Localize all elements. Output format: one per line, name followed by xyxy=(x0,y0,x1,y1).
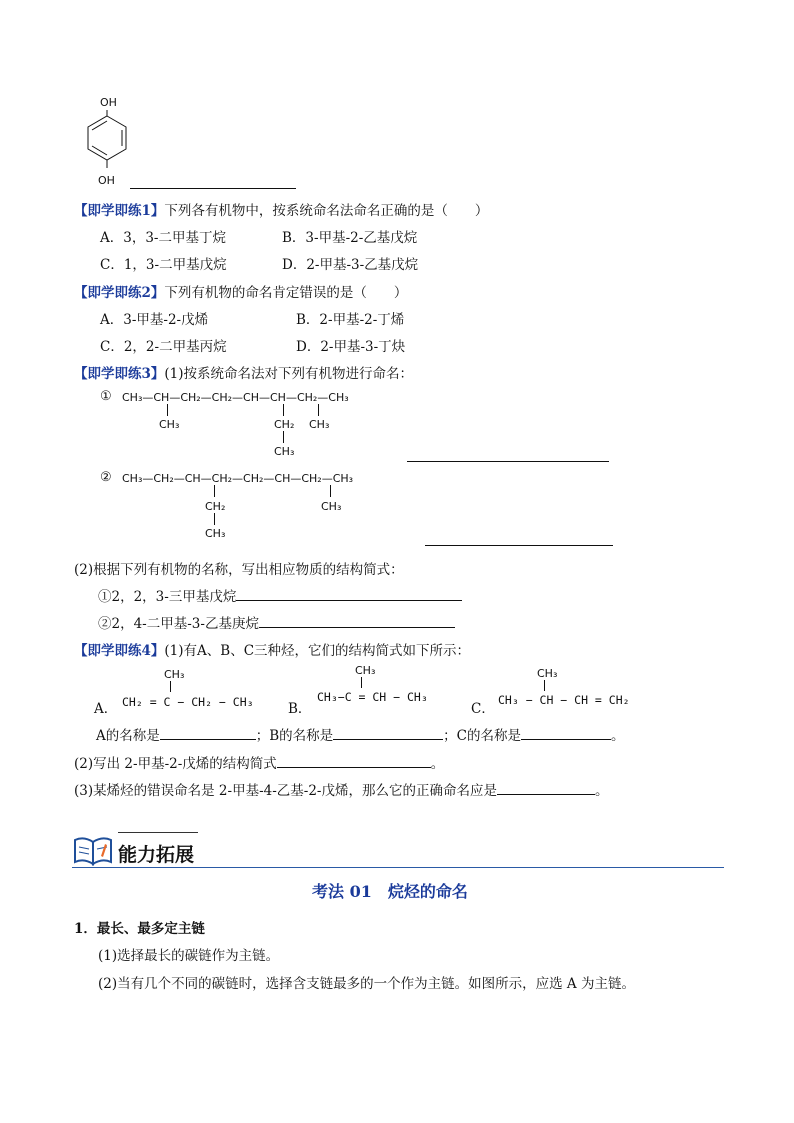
section-title: 能力拓展 xyxy=(118,844,195,866)
q3-part2-item-1 xyxy=(98,585,462,605)
question-3 xyxy=(74,362,413,382)
answer-blank[interactable] xyxy=(259,616,455,628)
formula-c: CH₃ − CH − CH = CH₂ xyxy=(498,693,630,707)
period: 。 xyxy=(430,756,445,772)
bond xyxy=(330,485,331,497)
bond xyxy=(170,681,171,692)
bond xyxy=(361,677,362,688)
question-tag: 【即学即练1】 xyxy=(74,203,165,219)
q1-option-b: B．3-甲基-2-乙基戊烷 xyxy=(282,230,418,246)
formula-a-branch: CH₃ xyxy=(164,668,185,681)
q2-option-a: A．3-甲基-2-戊烯 xyxy=(100,312,209,328)
method-heading: 考法 01 烷烃的命名 xyxy=(312,882,468,901)
answer-blank[interactable] xyxy=(497,783,595,795)
answer-blank[interactable] xyxy=(521,728,611,740)
answer-blank[interactable] xyxy=(277,756,431,768)
formula-c-branch: CH₃ xyxy=(537,667,558,680)
answer-blank[interactable] xyxy=(236,589,462,601)
structure-2-branch-a: CH₂ xyxy=(205,500,226,513)
subheading-1: 1．最长、最多定主链 xyxy=(74,921,205,937)
answer-blank[interactable] xyxy=(333,728,443,740)
answer-blank[interactable] xyxy=(130,188,296,189)
benzene-ring-icon xyxy=(82,110,132,170)
header-accent-rule xyxy=(118,832,198,833)
formula-a-label: A． xyxy=(94,701,118,717)
structure-2-label: ② xyxy=(100,470,112,485)
oh-bottom-label: OH xyxy=(98,174,115,187)
name-b-prompt: ；B的名称是 xyxy=(255,728,334,744)
question-text: 下列有机物的命名肯定错误的是（ ） xyxy=(164,285,408,301)
q3-part2: (2)根据下列有机物的名称，写出相应物质的结构简式： xyxy=(74,562,404,578)
q4-part3 xyxy=(74,779,609,799)
bond xyxy=(283,404,284,416)
question-tag: 【即学即练4】 xyxy=(74,643,165,659)
q4-part2 xyxy=(74,752,444,772)
bond xyxy=(318,404,319,416)
q1-option-d: D．2-甲基-3-乙基戊烷 xyxy=(282,257,419,273)
formula-b: CH₃−C = CH − CH₃ xyxy=(317,690,428,704)
question-1 xyxy=(74,199,488,219)
bond xyxy=(167,404,168,416)
structure-2-branch-b: CH₃ xyxy=(321,500,342,513)
section-divider xyxy=(72,867,724,868)
structure-1-branch-b2: CH₃ xyxy=(274,445,295,458)
formula-b-branch: CH₃ xyxy=(355,664,376,677)
bond xyxy=(283,431,284,443)
q2-option-d: D．2-甲基-3-丁炔 xyxy=(296,339,406,355)
part-text: (2)写出 2-甲基-2-戊烯的结构简式 xyxy=(74,756,277,772)
q3-part2-item-2 xyxy=(98,612,455,632)
name-a-prompt: A的名称是 xyxy=(96,728,160,744)
bond xyxy=(214,513,215,525)
formula-b-label: B． xyxy=(288,701,312,717)
bond xyxy=(544,680,545,691)
question-text: (1)按系统命名法对下列有机物进行命名： xyxy=(164,366,414,382)
structure-2-branch-a2: CH₃ xyxy=(205,527,226,540)
q4-names-line xyxy=(96,724,625,744)
q1-option-a: A．3，3-二甲基丁烷 xyxy=(100,230,226,246)
q2-option-b: B．2-甲基-2-丁烯 xyxy=(296,312,405,328)
answer-blank[interactable] xyxy=(160,728,256,740)
question-text: 下列各有机物中，按系统命名法命名正确的是（ ） xyxy=(164,203,489,219)
question-4 xyxy=(74,639,470,659)
name-c-prompt: ；C的名称是 xyxy=(443,728,522,744)
period: 。 xyxy=(611,728,625,744)
question-2 xyxy=(74,281,407,301)
question-tag: 【即学即练2】 xyxy=(74,285,165,301)
formula-c-label: C． xyxy=(471,701,495,717)
structure-2-main-chain: CH₃—CH₂—CH—CH₂—CH₂—CH—CH₂—CH₃ xyxy=(122,472,354,485)
q1-option-c: C．1，3-二甲基戊烷 xyxy=(100,257,227,273)
question-tag: 【即学即练3】 xyxy=(74,366,165,382)
oh-top-label: OH xyxy=(100,96,117,109)
q2-option-c: C．2，2-二甲基丙烷 xyxy=(100,339,227,355)
answer-blank[interactable] xyxy=(425,545,613,546)
structure-1-branch-b: CH₂ xyxy=(274,418,295,431)
period: 。 xyxy=(595,783,609,799)
open-book-icon xyxy=(72,832,116,868)
item-text: ①2，2，3-三甲基戊烷 xyxy=(98,589,237,605)
structure-1-label: ① xyxy=(100,389,112,404)
structure-1-branch-c: CH₃ xyxy=(309,418,330,431)
formula-a: CH₂ = C − CH₂ − CH₃ xyxy=(122,695,254,709)
item-text: ②2，4-二甲基-3-乙基庚烷 xyxy=(98,616,259,632)
answer-blank[interactable] xyxy=(407,461,609,462)
structure-1-main-chain: CH₃—CH—CH₂—CH₂—CH—CH—CH₂—CH₃ xyxy=(122,391,349,404)
bond xyxy=(214,485,215,497)
question-text: (1)有A、B、C三种烃，它们的结构简式如下所示： xyxy=(164,643,471,659)
structure-1-branch-a: CH₃ xyxy=(159,418,180,431)
paragraph-2: (2)当有几个不同的碳链时，选择含支链最多的一个作为主链。如图所示，应选 A 为主链。 xyxy=(98,976,635,992)
paragraph-1: (1)选择最长的碳链作为主链。 xyxy=(98,948,280,964)
part-text: (3)某烯烃的错误命名是 2-甲基-4-乙基-2-戊烯，那么它的正确命名应是 xyxy=(74,783,497,799)
